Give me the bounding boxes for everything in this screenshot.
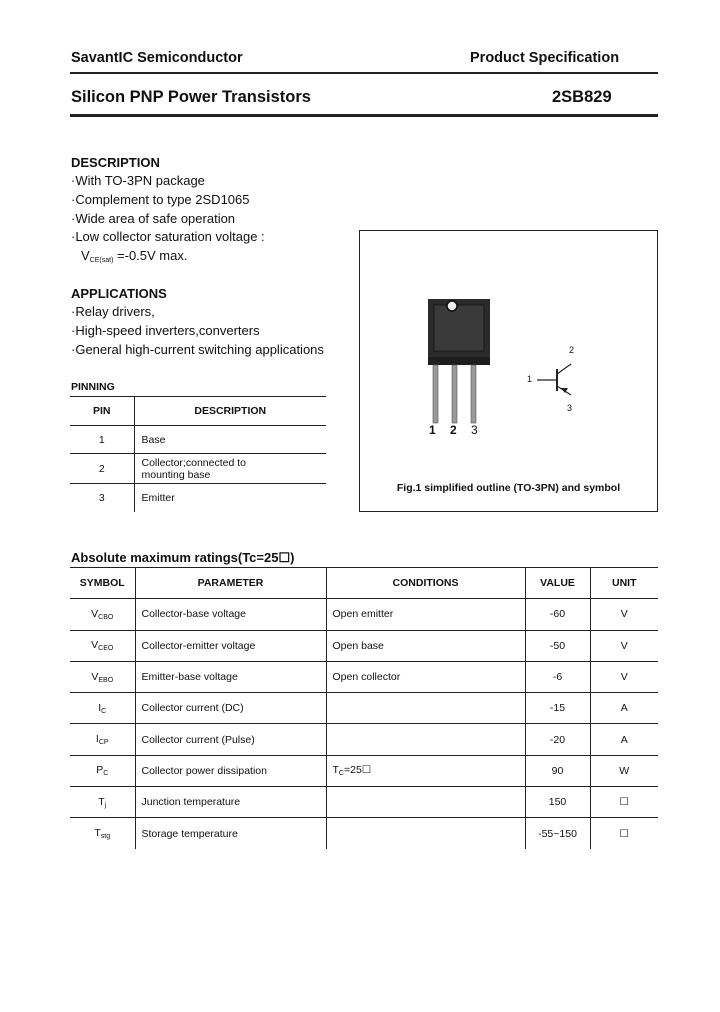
package-shoulder [428,357,490,365]
collector-line [557,364,571,374]
lead-1 [433,365,438,423]
pkg-pin-label: 3 [471,423,478,437]
table-row [70,724,658,755]
symbol-subscript: CBO [98,613,114,621]
unit-cell: W [590,755,658,786]
pkg-pin-label: 1 [429,423,436,437]
value-cell: -15 [525,693,590,724]
lead-3 [471,365,476,423]
parameter-cell: Collector current (DC) [135,693,326,724]
col-parameter: PARAMETER [135,568,326,599]
symbol-letter: T [98,795,105,808]
col-value: VALUE [525,568,590,599]
table-row [70,484,326,512]
pin-number: 3 [70,484,134,512]
parameter-cell: Collector current (Pulse) [135,724,326,755]
symbol-subscript: CP [98,739,109,747]
figure-box [359,230,658,512]
unit-cell: ☐ [590,787,658,818]
symbol-letter: T [94,827,101,840]
value-cell: -60 [525,599,590,630]
parameter-cell: Collector-emitter voltage [135,630,326,661]
pin-description [134,454,326,484]
pin-number: 2 [70,454,134,484]
condition-value: =25☐ [343,764,372,777]
symbol-letter: I [95,733,99,746]
vce-symbol: V [81,248,90,264]
symbol-cell [70,818,135,849]
symbol-letter: V [91,639,99,652]
pinning-heading: PINNING [71,381,115,393]
parameter-cell: Collector-base voltage [135,599,326,630]
col-pin: PIN [70,397,134,426]
symbol-subscript: C [103,770,109,778]
table-row [70,454,326,484]
symbol-subscript: j [104,801,107,809]
applications-list [71,303,324,359]
description-heading: DESCRIPTION [71,155,160,170]
symbol-cell [70,693,135,724]
col-description: DESCRIPTION [134,397,326,426]
unit-cell: ☐ [619,827,629,840]
doc-type: Product Specification [470,50,620,66]
package-illustration [360,231,659,471]
table-header-row [70,397,326,426]
table-row [70,630,658,661]
vce-sat-line [71,247,265,271]
symbol-letter: V [91,670,99,683]
header-rule [70,72,658,74]
conditions-cell: Open emitter [326,599,525,630]
conditions-cell [326,755,525,786]
applications-heading: APPLICATIONS [71,286,167,301]
conditions-cell: Open base [326,630,525,661]
table-row [70,599,658,630]
parameter-cell: Storage temperature [135,818,326,849]
vce-subscript: CE(sat) [89,257,114,265]
parameter-cell: Collector power dissipation [135,755,326,786]
unit-cell: A [590,724,658,755]
symbol-cell [70,630,135,661]
pin-number: 1 [70,426,134,454]
col-conditions: CONDITIONS [326,568,525,599]
symbol-subscript: stg [100,833,111,841]
parameter-cell: Emitter-base voltage [135,661,326,692]
table-row [70,426,326,454]
table-header-row [70,568,658,599]
symbol-cell [70,787,135,818]
symbol-subscript: C [101,707,107,715]
symbol-letter: V [91,607,99,620]
symbol-emitter-label: 3 [567,403,573,413]
value-cell: -55~150 [525,818,590,849]
parameter-cell: Junction temperature [135,787,326,818]
conditions-cell [326,818,525,849]
table-row [70,818,658,849]
pinning-table [70,396,326,512]
mounting-hole [447,301,457,311]
unit-cell: V [590,599,658,630]
value-cell: 90 [525,755,590,786]
pkg-pin-label: 2 [450,423,457,437]
symbol-cell [70,724,135,755]
symbol-collector-label: 2 [569,345,575,355]
symbol-base-label: 1 [527,374,533,384]
ratings-heading: Absolute maximum ratings(Tc=25☐) [71,550,295,565]
conditions-cell [326,724,525,755]
symbol-cell [70,661,135,692]
symbol-letter: I [98,701,102,714]
pin-description-line: Collector;connected to [141,456,246,469]
package-face [434,305,484,351]
pin-description: Emitter [141,491,175,504]
table-row [70,755,658,786]
pin-description: Base [134,426,326,454]
table-row [70,693,658,724]
conditions-cell [326,693,525,724]
symbol-subscript: EBO [98,676,114,684]
part-number: 2SB829 [552,88,612,106]
col-symbol: SYMBOL [70,568,135,599]
value-cell: 150 [525,787,590,818]
conditions-cell: Open collector [326,661,525,692]
application-item: ·High-speed inverters,converters [71,322,260,338]
figure-caption: Fig.1 simplified outline (TO-3PN) and symbol [396,482,621,494]
col-unit: UNIT [590,568,658,599]
pin-description-line: mounting base [141,468,211,481]
condition-subscript: C [338,770,344,778]
symbol-letter: P [96,764,104,777]
application-item: ·Relay drivers, [71,304,155,319]
unit-cell: V [590,630,658,661]
product-title: Silicon PNP Power Transistors [71,88,311,106]
ratings-table [70,567,658,849]
value-cell: -50 [525,630,590,661]
title-rule [70,114,658,117]
description-item: ·Low collector saturation voltage : [71,229,265,245]
application-item: ·General high-current switching applications [71,341,324,357]
unit-cell: V [590,661,658,692]
condition-symbol: T [332,764,339,777]
symbol-cell [70,755,135,786]
description-item: ·With TO-3PN package [71,173,205,188]
description-item: ·Wide area of safe operation [71,210,236,226]
value-cell: -6 [525,661,590,692]
company-name: SavantIC Semiconductor [71,50,243,66]
lead-2 [452,365,457,423]
unit-cell: A [590,693,658,724]
symbol-subscript: CEO [98,645,114,653]
description-list [71,172,265,271]
table-row [70,787,658,818]
value-cell: -20 [525,724,590,755]
vce-value: =-0.5V max. [117,248,188,264]
conditions-cell [326,787,525,818]
symbol-cell [70,599,135,630]
table-row [70,661,658,692]
description-item: ·Complement to type 2SD1065 [71,191,250,207]
